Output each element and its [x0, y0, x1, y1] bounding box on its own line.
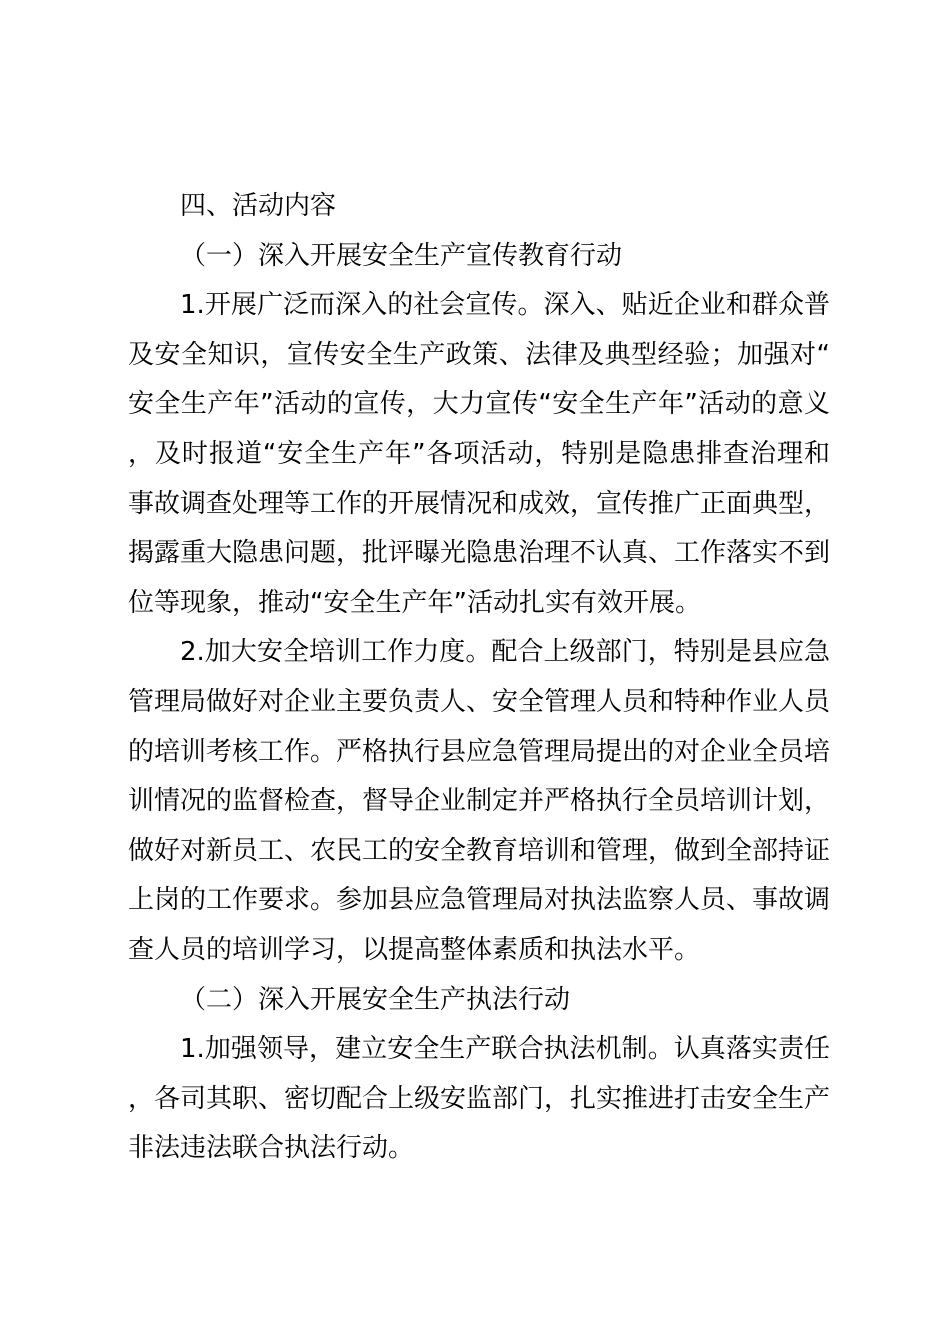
section-heading: 四、活动内容 [180, 191, 337, 221]
subsection-1-paragraph-1: 1.开展广泛而深入的社会宣传。深入、贴近企业和群众普及安全知识，宣传安全生产政策、法律及典型经验；加强对“安全生产年”活动的宣传，大力宣传“安全生产年”活动的意义，及时报道“安全生产年”各项活动，特别是隐患排查治理和事故调查处理等工作的开展情况和成效，宣传推广正面典型，揭露重大隐患问题，批评曝光隐患治理不认真、工作落实不到位等现象，推动“安全生产年”活动扎实有效开展。 [128, 290, 831, 618]
subsection-2-heading: （二）深入开展安全生产执法行动 [180, 984, 571, 1015]
subsection-1-heading: （一）深入开展安全生产宣传教育行动 [180, 240, 623, 271]
subsection-1-paragraph-2: 2.加大安全培训工作力度。配合上级部门，特别是县应急管理局做好对企业主要负责人、安全管理人员和特种作业人员的培训考核工作。严格执行县应急管理局提出的对企业全员培训情况的监督检查，督导企业制定并严格执行全员培训计划，做好对新员工、农民工的安全教育培训和管理，做到全部持证上岗的工作要求。参加县应急管理局对执法监察人员、事故调查人员的培训学习，以提高整体素质和执法水平。 [128, 637, 831, 965]
document-body [128, 182, 830, 1174]
subsection-2-paragraph-1: 1.加强领导，建立安全生产联合执法机制。认真落实责任，各司其职、密切配合上级安监部门，扎实推进打击安全生产非法违法联合执法行动。 [128, 1034, 831, 1164]
